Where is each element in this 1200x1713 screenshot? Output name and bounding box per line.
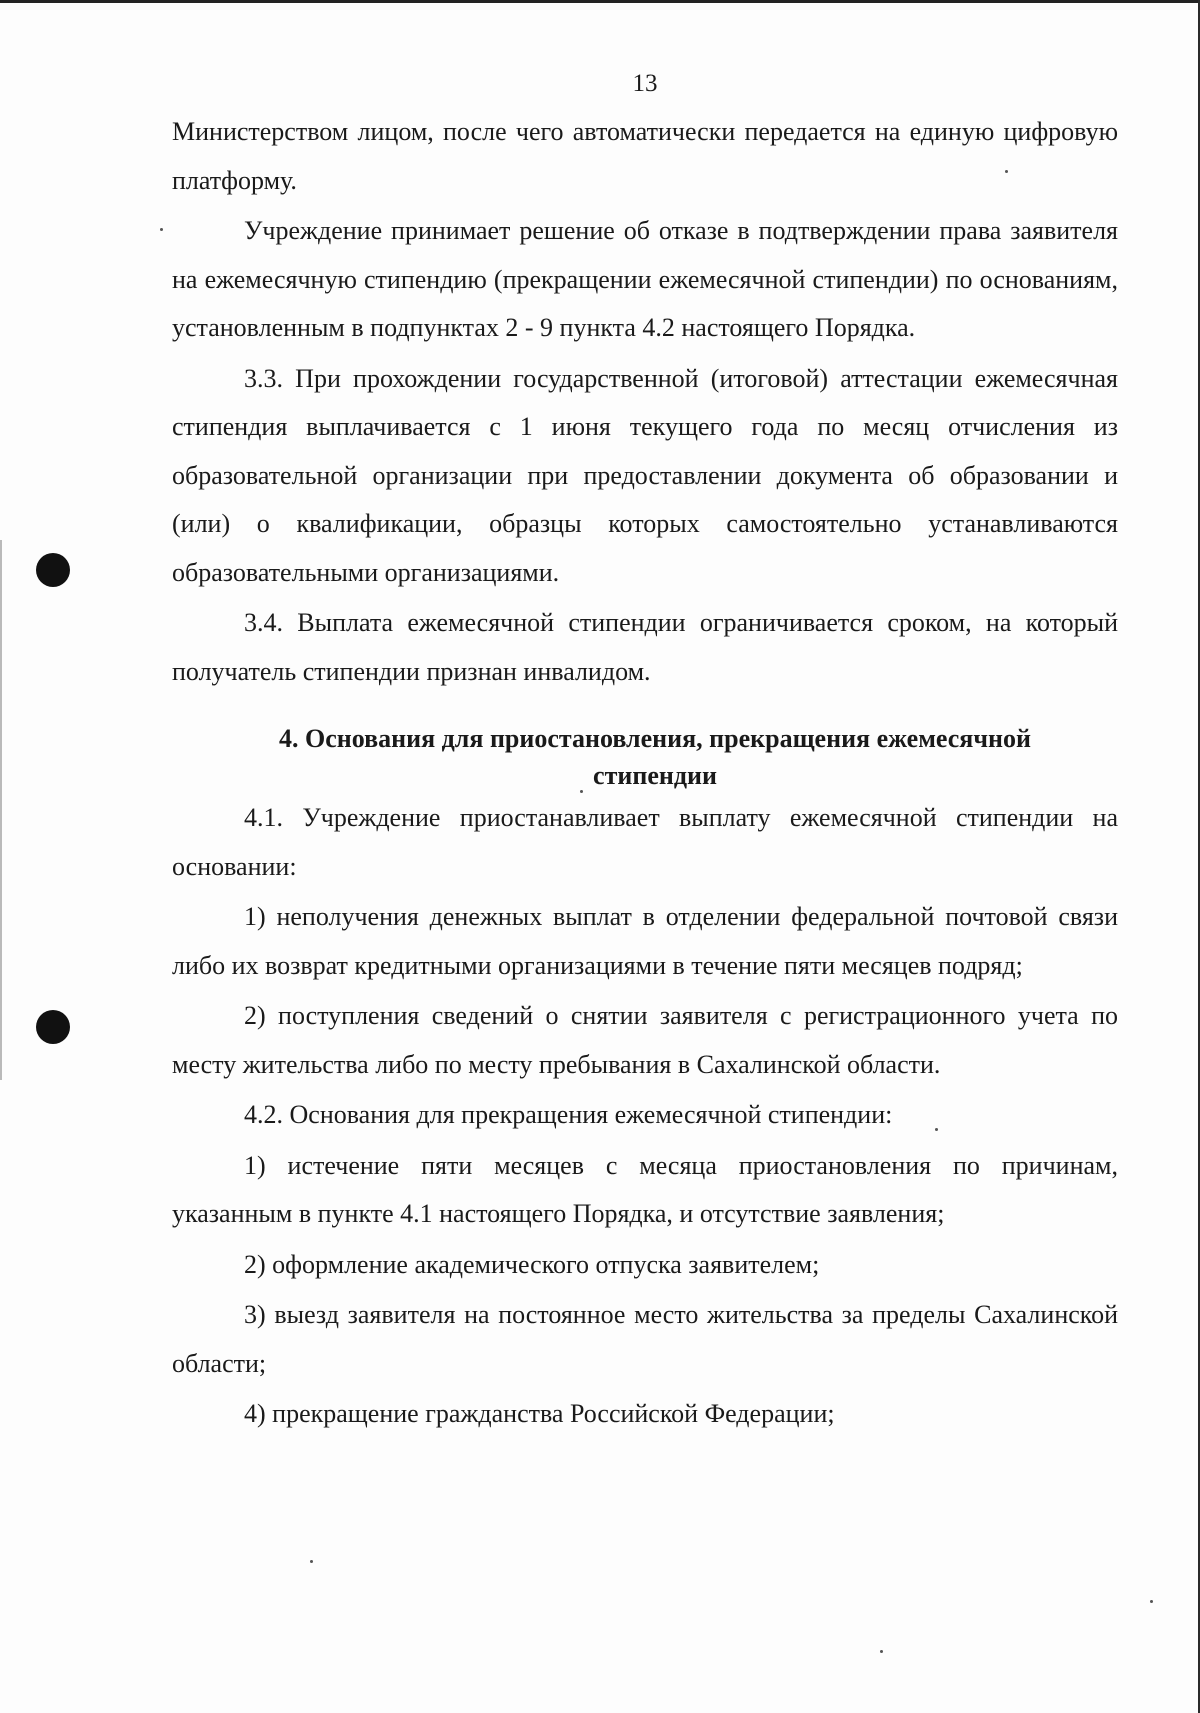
paragraph: 1) неполучения денежных выплат в отделении федеральной почтовой связи либо их возврат кредитными организациями в течение пяти месяцев подряд;: [172, 902, 1118, 980]
scan-speck: [880, 1650, 883, 1653]
scan-speck: [310, 1560, 313, 1563]
paragraph: 3.3. При прохождении государственной (итоговой) аттестации ежемесячная стипендия выплачивается с 1 июня текущего года по месяц отчисления из образовательной организации при предоставлении документа об образовании и (или) о квалификации, образцы которых самостоятельно устанавливаются образовательными организациями.: [172, 363, 1118, 587]
punch-hole-top: [36, 553, 70, 587]
paragraph: 4.2. Основания для прекращения ежемесячной стипендии:: [244, 1100, 893, 1129]
paragraph: 3) выезд заявителя на постоянное место жительства за пределы Сахалинской области;: [172, 1300, 1118, 1378]
paragraph: 1) истечение пяти месяцев с месяца приостановления по причинам, указанным в пункте 4.1 настоящего Порядка, и отсутствие заявления;: [172, 1150, 1118, 1228]
paragraph: 4.1. Учреждение приостанавливает выплату ежемесячной стипендии на основании:: [172, 803, 1118, 881]
page-number: 13: [632, 70, 658, 97]
section-heading: [172, 720, 1118, 794]
section-heading-line: стипендии: [593, 761, 717, 790]
punch-hole-bottom: [36, 1010, 70, 1044]
scan-speck: [580, 790, 583, 793]
scan-top-edge: [0, 0, 1200, 3]
paragraph: 4) прекращение гражданства Российской Федерации;: [244, 1399, 835, 1428]
paragraph: Учреждение принимает решение об отказе в подтверждении права заявителя на ежемесячную стипендию (прекращении ежемесячной стипендии) по основаниям, установленным в подпунктах 2 - 9 пункта 4.2 настоящего Порядка.: [172, 216, 1118, 342]
paragraph: 2) поступления сведений о снятии заявителя с регистрационного учета по месту жительства либо по месту пребывания в Сахалинской области.: [172, 1001, 1118, 1079]
section-heading-line: 4. Основания для приостановления, прекращения ежемесячной: [278, 724, 1032, 753]
paragraph: 2) оформление академического отпуска заявителем;: [244, 1249, 820, 1279]
paragraph: Министерством лицом, после чего автоматически передается на единую цифровую платформу.: [172, 117, 1118, 195]
document-body: [172, 108, 1118, 1439]
scan-speck: [1150, 1600, 1153, 1603]
scan-left-edge: [0, 540, 2, 1080]
scan-speck: [935, 1128, 938, 1131]
scan-speck: [1005, 170, 1008, 173]
scan-speck: [160, 228, 163, 231]
paragraph: 3.4. Выплата ежемесячной стипендии ограничивается сроком, на который получатель стипендии признан инвалидом.: [172, 608, 1118, 686]
